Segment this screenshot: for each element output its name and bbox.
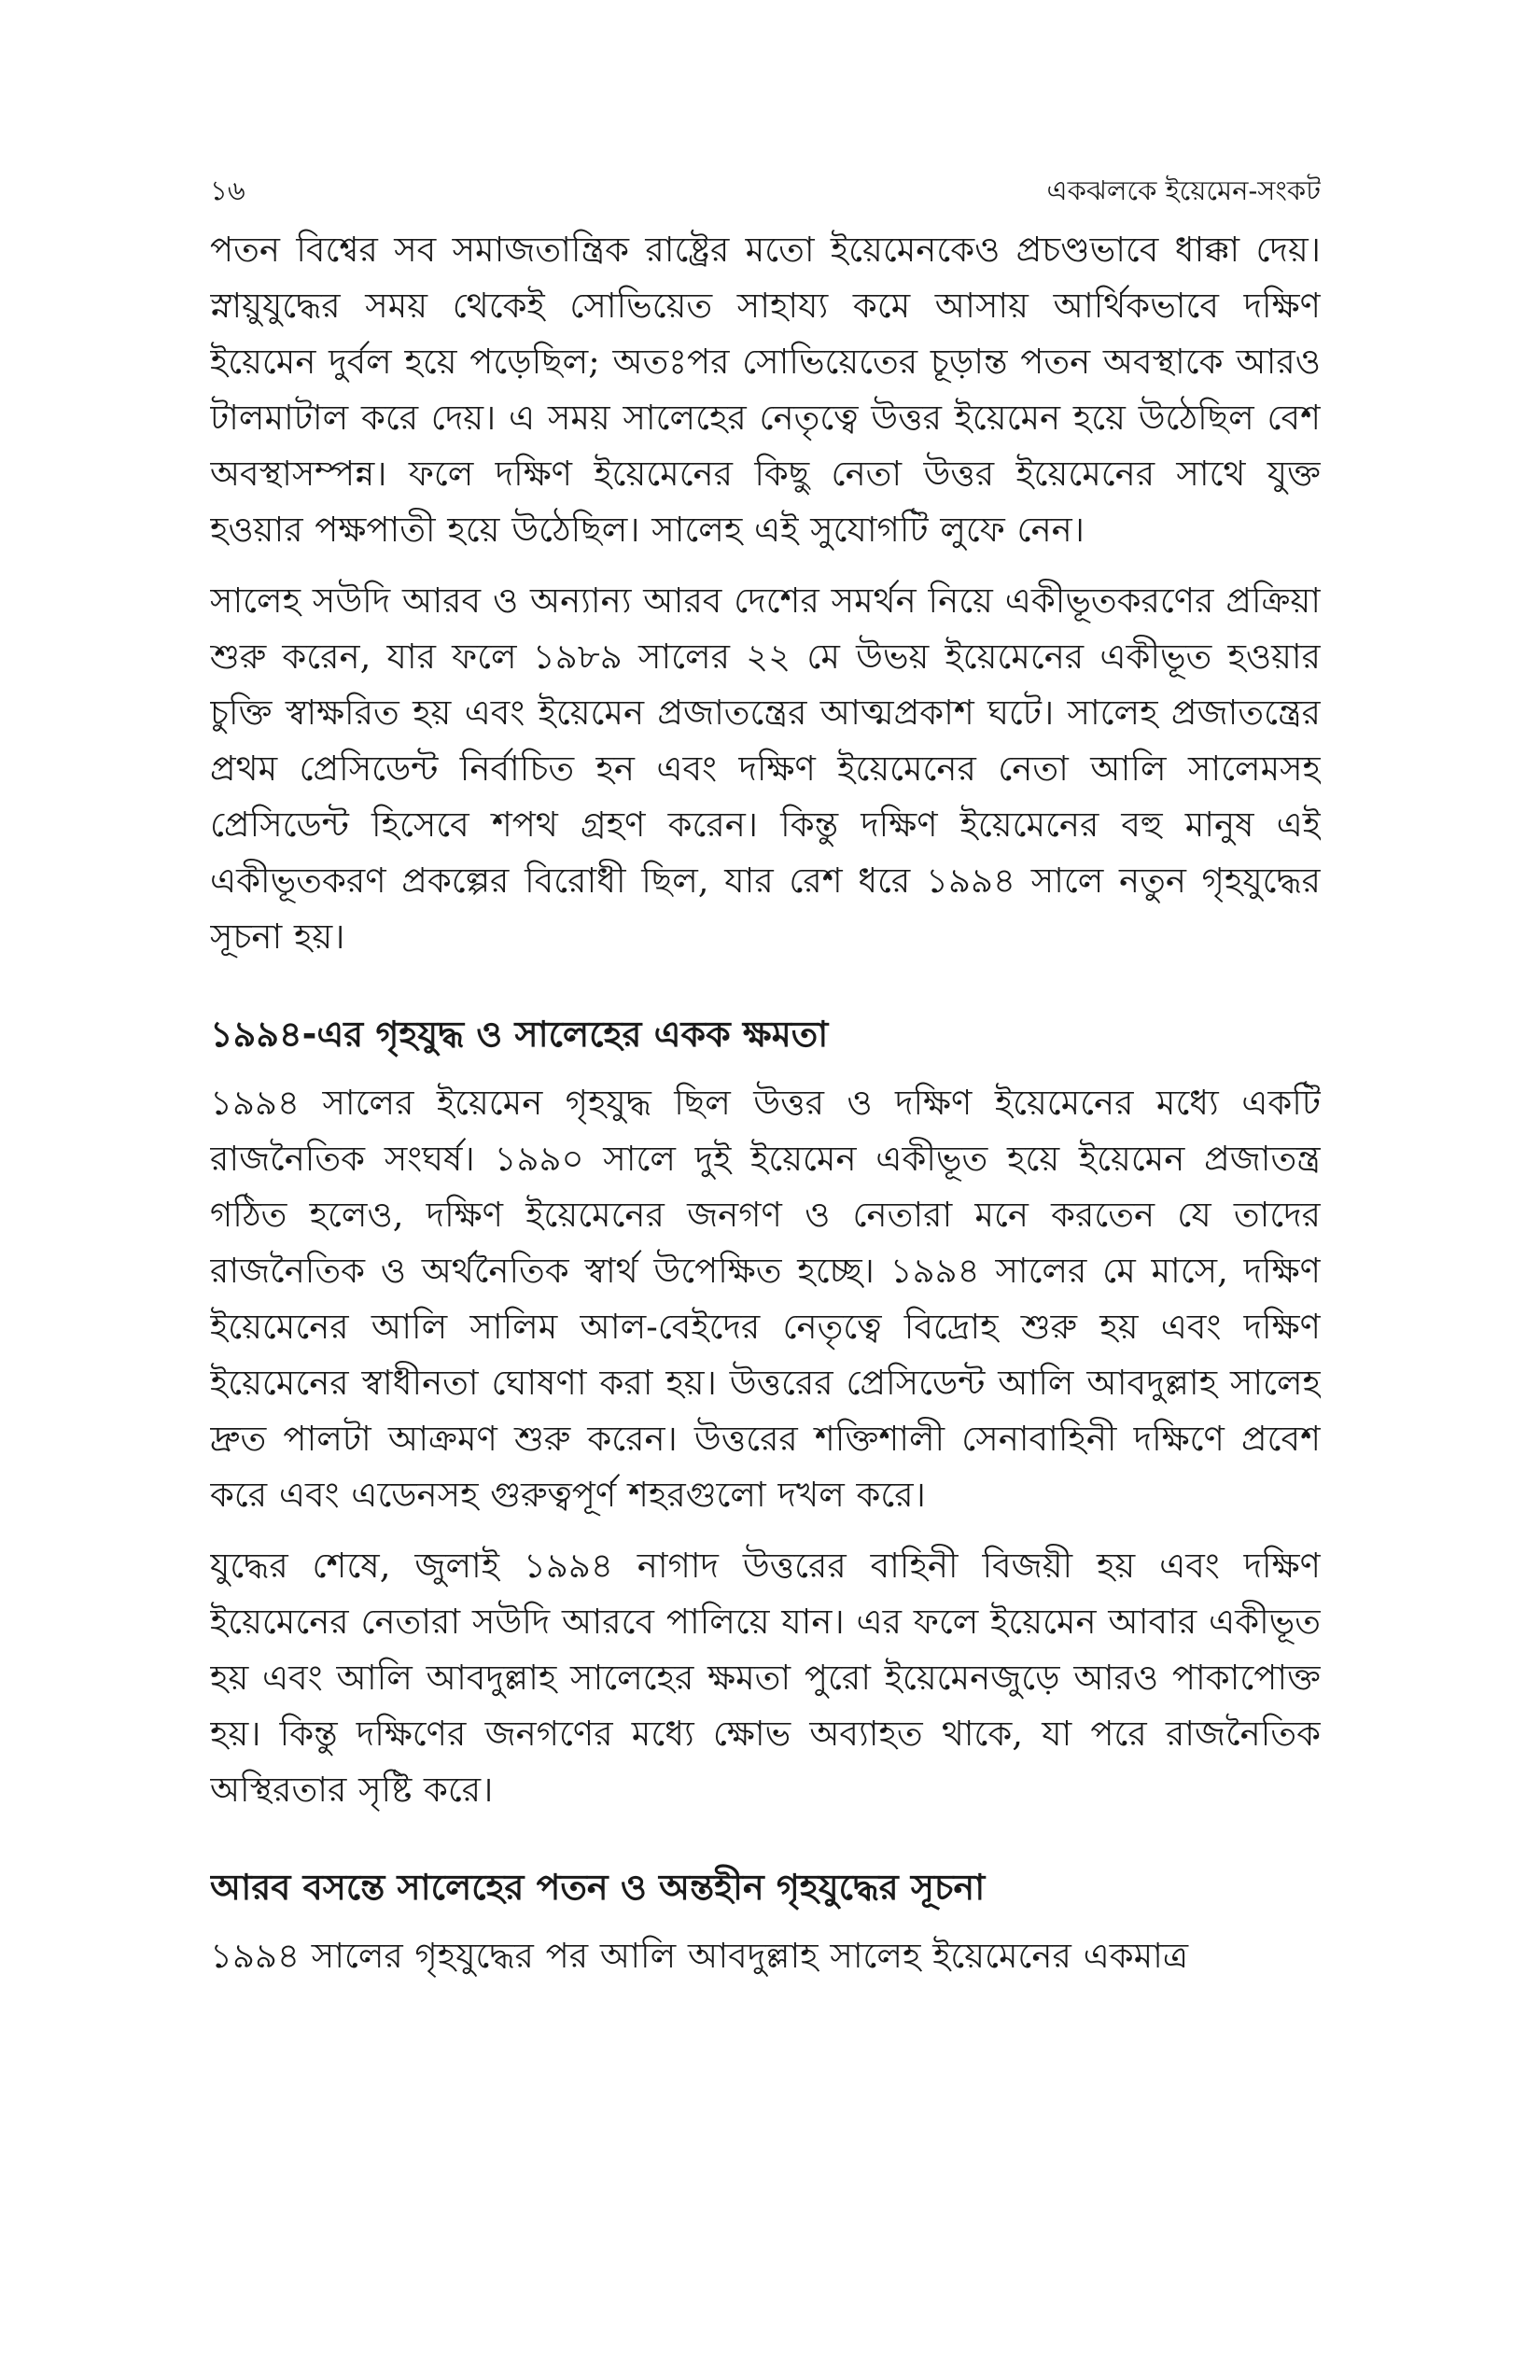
- section-heading: ১৯৯৪-এর গৃহযুদ্ধ ও সালেহের একক ক্ষমতা: [210, 1014, 829, 1055]
- book-page: [210, 168, 1321, 2287]
- page-number: ১৬: [210, 175, 245, 206]
- body-paragraph: সালেহ সউদি আরব ও অন্যান্য আরব দেশের সমর্থন নিয়ে একীভূতকরণের প্রক্রিয়া শুরু করেন, যার ফলে ১৯৮৯ সালের ২২ মে উভয় ইয়েমেনের একীভূত হওয়ার চুক্তি স্বাক্ষরিত হয় এবং ইয়েমেন প্রজাতন্ত্রের আত্মপ্রকাশ ঘটে। সালেহ প্রজাতন্ত্রের প্রথম প্রেসিডেন্ট নির্বাচিত হন এবং দক্ষিণ ইয়েমেনের নেতা আলি সালেমসহ প্রেসিডেন্ট হিসেবে শপথ গ্রহণ করেন। কিন্তু দক্ষিণ ইয়েমেনের বহু মানুষ এই একীভূতকরণ প্রকল্পের বিরোধী ছিল, যার রেশ ধরে ১৯৯৪ সালে নতুন গৃহযুদ্ধের সূচনা হয়।: [210, 581, 1321, 957]
- body-paragraph: যুদ্ধের শেষে, জুলাই ১৯৯৪ নাগাদ উত্তরের বাহিনী বিজয়ী হয় এবং দক্ষিণ ইয়েমেনের নেতারা সউদি আরবে পালিয়ে যান। এর ফলে ইয়েমেন আবার একীভূত হয় এবং আলি আবদুল্লাহ সালেহের ক্ষমতা পুরো ইয়েমেনজুড়ে আরও পাকাপোক্ত হয়। কিন্তু দক্ষিণের জনগণের মধ্যে ক্ষোভ অব্যাহত থাকে, যা পরে রাজনৈতিক অস্থিরতার সৃষ্টি করে।: [210, 1546, 1321, 1810]
- body-paragraph: ১৯৯৪ সালের ইয়েমেন গৃহযুদ্ধ ছিল উত্তর ও দক্ষিণ ইয়েমেনের মধ্যে একটি রাজনৈতিক সংঘর্ষ। ১৯৯০ সালে দুই ইয়েমেন একীভূত হয়ে ইয়েমেন প্রজাতন্ত্র গঠিত হলেও, দক্ষিণ ইয়েমেনের জনগণ ও নেতারা মনে করতেন যে তাদের রাজনৈতিক ও অর্থনৈতিক স্বার্থ উপেক্ষিত হচ্ছে। ১৯৯৪ সালের মে মাসে, দক্ষিণ ইয়েমেনের আলি সালিম আল-বেইদের নেতৃত্বে বিদ্রোহ শুরু হয় এবং দক্ষিণ ইয়েমেনের স্বাধীনতা ঘোষণা করা হয়। উত্তরের প্রেসিডেন্ট আলি আবদুল্লাহ সালেহ দ্রুত পালটা আক্রমণ শুরু করেন। উত্তরের শক্তিশালী সেনাবাহিনী দক্ষিণে প্রবেশ করে এবং এডেনসহ গুরুত্বপূর্ণ শহরগুলো দখল করে।: [210, 1083, 1321, 1515]
- body-paragraph: ১৯৯৪ সালের গৃহযুদ্ধের পর আলি আবদুল্লাহ সালেহ ইয়েমেনের একমাত্র: [210, 1936, 1189, 1976]
- running-header: [210, 168, 1321, 222]
- section-heading: আরব বসন্তে সালেহের পতন ও অন্তহীন গৃহযুদ্ধের সূচনা: [210, 1867, 986, 1908]
- body-paragraph: পতন বিশ্বের সব সমাজতান্ত্রিক রাষ্ট্রের মতো ইয়েমেনকেও প্রচণ্ডভাবে ধাক্কা দেয়। স্নায়ুযুদ্ধের সময় থেকেই সোভিয়েত সাহায্য কমে আসায় আর্থিকভাবে দক্ষিণ ইয়েমেন দুর্বল হয়ে পড়েছিল; অতঃপর সোভিয়েতের চূড়ান্ত পতন অবস্থাকে আরও টালমাটাল করে দেয়। এ সময় সালেহের নেতৃত্বে উত্তর ইয়েমেন হয়ে উঠেছিল বেশ অবস্থাসম্পন্ন। ফলে দক্ষিণ ইয়েমেনের কিছু নেতা উত্তর ইয়েমেনের সাথে যুক্ত হওয়ার পক্ষপাতী হয়ে উঠেছিল। সালেহ এই সুযোগটি লুফে নেন।: [210, 230, 1321, 550]
- running-book-title: একঝলকে ইয়েমেন-সংকট: [1046, 175, 1321, 206]
